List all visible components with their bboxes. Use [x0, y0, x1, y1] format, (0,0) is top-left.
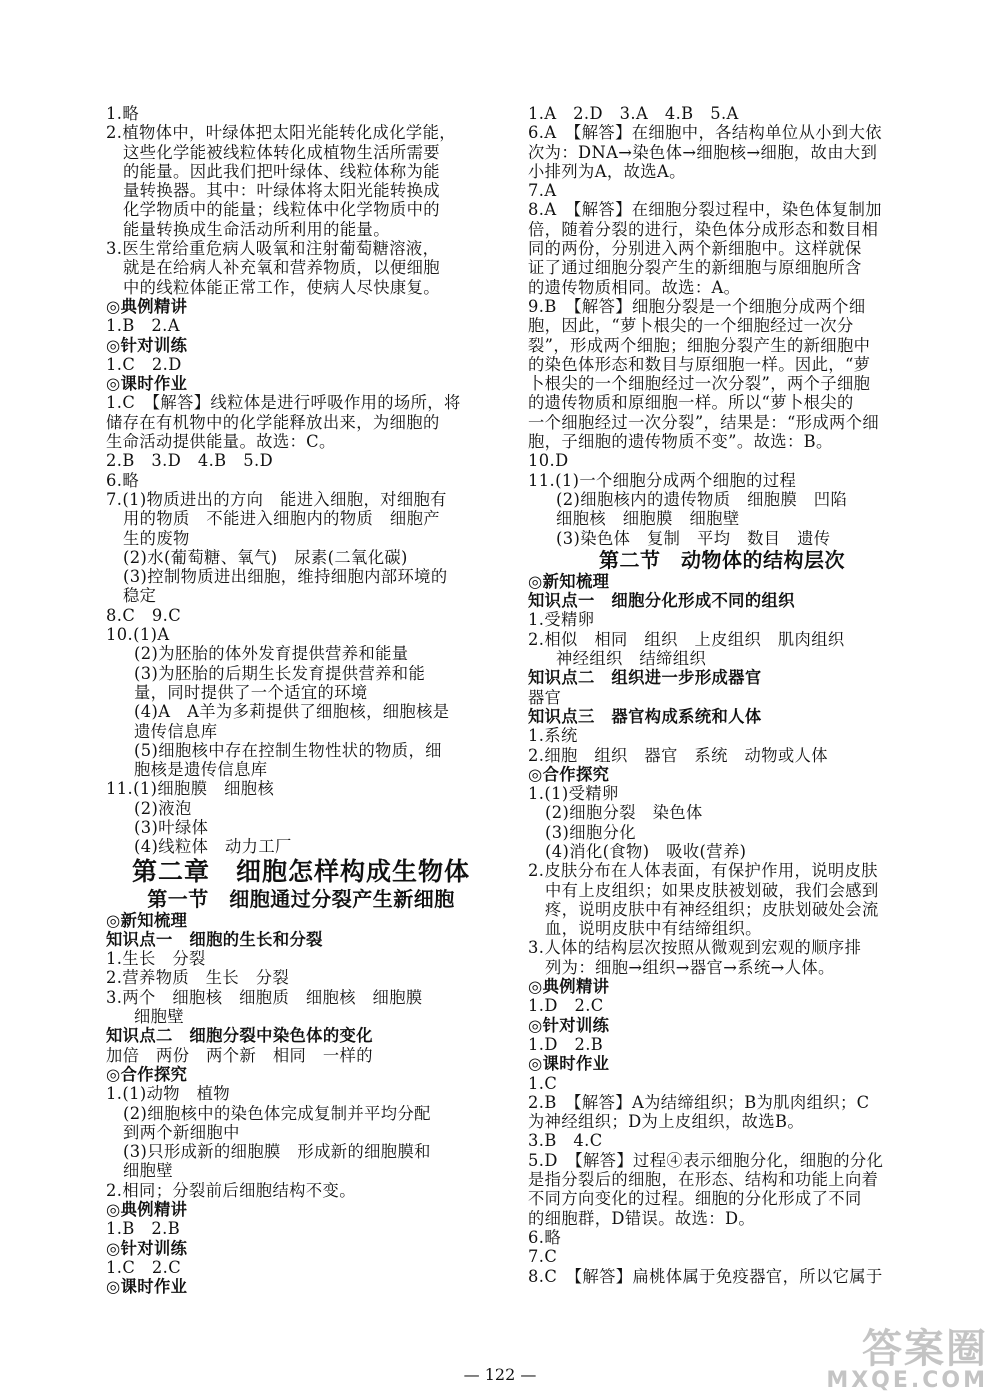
text-line: 2.皮肤分布在人体表面，有保护作用，说明皮肤 — [528, 861, 878, 881]
text-line: (3)染色体 复制 平均 数目 遗传 — [556, 528, 831, 548]
section-heading: ◎课时作业 — [106, 374, 188, 394]
section-heading: ◎新知梳理 — [106, 910, 188, 930]
text-line: 细胞核 细胞膜 细胞壁 — [556, 509, 740, 529]
text-line: (2)细胞核中的染色体完成复制并平均分配 — [123, 1103, 431, 1123]
text-line: 中的线粒体能正常工作，使病人尽快康复。 — [123, 277, 440, 297]
text-line: 7.(1)物质进出的方向 能进入细胞，对细胞有 — [106, 489, 447, 509]
text-line: 6.略 — [106, 470, 140, 490]
text-line: 胞，因此，“萝卜根尖的一个细胞经过一次分 — [528, 316, 854, 336]
text-line: 10.D — [528, 451, 569, 471]
text-line: 2.相同；分裂前后细胞结构不变。 — [106, 1180, 356, 1200]
text-line: 就是在给病人补充氧和营养物质，以便细胞 — [123, 258, 440, 278]
text-line: 6.略 — [528, 1227, 562, 1247]
watermark-logo — [826, 1328, 988, 1392]
section-heading: ◎典例精讲 — [106, 1200, 188, 1220]
text-line: 1.D 2.C — [528, 996, 604, 1016]
text-line: 7.C — [528, 1247, 558, 1267]
text-line: 3.人体的结构层次按照从微观到宏观的顺序排 — [528, 938, 862, 958]
text-line: 的染色体形态和数目与原细胞一样。因此，“萝 — [528, 354, 871, 374]
text-line: 8.A 【解答】在细胞分裂过程中，染色体复制加 — [528, 200, 882, 220]
watermark-title: 答案圈 — [862, 1326, 988, 1372]
section-heading: ◎针对训练 — [106, 1238, 188, 1258]
text-line: 神经组织 结缔组织 — [556, 649, 707, 669]
text-line: 胞核是遗传信息库 — [134, 760, 268, 780]
text-line: 胞，子细胞的遗传物质不变”。故选：B。 — [528, 432, 833, 452]
text-line: 倍，随着分裂的进行，染色体分成形态和数目相 — [528, 219, 879, 239]
section-heading: ◎合作探究 — [528, 764, 610, 784]
section-heading: ◎新知梳理 — [528, 571, 610, 591]
text-line: 量转换器。其中：叶绿体将太阳光能转换成 — [123, 181, 440, 201]
text-line: 疼，说明皮肤中有神经组织；皮肤划破处会流 — [545, 899, 879, 919]
text-line: 用的物质 不能进入细胞内的物质 细胞产 — [123, 509, 440, 529]
left-column — [106, 104, 496, 1297]
text-line: 是指分裂后的细胞，在形态、结构和功能上向着 — [528, 1170, 879, 1190]
chapter-title: 第二章 细胞怎样构成生物体 — [131, 856, 470, 886]
text-line: 血，说明皮肤中有结缔组织。 — [545, 919, 762, 939]
text-line: 器官 — [528, 687, 562, 707]
text-line: (3)为胚胎的后期生长发育提供营养和能 — [134, 663, 426, 683]
right-column — [528, 104, 916, 1286]
text-line: 一个细胞经过一次分裂”，结果是：“形成两个细 — [528, 412, 880, 432]
section-heading: 知识点三 器官构成系统和人体 — [528, 706, 762, 726]
text-line: 10.(1)A — [106, 625, 170, 645]
section-title: 第二节 动物体的结构层次 — [599, 547, 845, 572]
text-line: 到两个新细胞中 — [123, 1122, 240, 1142]
text-line: (2)为胚胎的体外发育提供营养和能量 — [134, 644, 409, 664]
text-line: (4)消化(食物) 吸收(营养) — [545, 841, 747, 861]
text-line: 的遗传物质和原细胞一样。所以“萝卜根尖的 — [528, 393, 854, 413]
text-line: (2)细胞分裂 染色体 — [545, 803, 703, 823]
text-line: 2.植物体中，叶绿体把太阳光能转化成化学能， — [106, 123, 456, 143]
text-line: 1.C — [528, 1073, 558, 1093]
text-line: 6.A 【解答】在细胞中，各结构单位从小到大依 — [528, 123, 882, 143]
text-line: 化学物质中的能量；线粒体中化学物质中的 — [123, 200, 440, 220]
text-line: 1.生长 分裂 — [106, 949, 206, 969]
section-heading: ◎课时作业 — [106, 1277, 188, 1297]
section-heading: ◎典例精讲 — [106, 296, 188, 316]
text-line: 2.B 3.D 4.B 5.D — [106, 451, 274, 471]
text-line: 1.(1)受精卵 — [528, 784, 619, 804]
text-line: 1.C 【解答】线粒体是进行呼吸作用的场所，将 — [106, 393, 461, 413]
text-line: (5)细胞核中存在控制生物性状的物质，细 — [134, 740, 442, 760]
text-line: 细胞壁 — [134, 1007, 185, 1027]
watermark-url: MXQE.COM — [826, 1368, 988, 1393]
text-line: 1.略 — [106, 104, 140, 123]
text-line: 11.(1)细胞膜 细胞核 — [106, 779, 275, 799]
text-line: 的能量。因此我们把叶绿体、线粒体称为能 — [123, 161, 440, 181]
text-line: 1.C 2.C — [106, 1257, 182, 1277]
text-line: 2.细胞 组织 器官 系统 动物或人体 — [528, 745, 828, 765]
text-line: 1.D 2.B — [528, 1034, 604, 1054]
text-line: 小排列为A，故选A。 — [528, 161, 686, 181]
text-line: 遗传信息库 — [134, 721, 218, 741]
text-line: 9.B 【解答】细胞分裂是一个细胞分成两个细 — [528, 296, 866, 316]
page-number: — 122 — — [463, 1365, 537, 1384]
section-heading: ◎合作探究 — [106, 1064, 188, 1084]
text-line: 8.C 9.C — [106, 605, 182, 625]
text-line: 卜根尖的一个细胞经过一次分裂”，两个子细胞 — [528, 374, 871, 394]
section-title: 第一节 细胞通过分裂产生新细胞 — [147, 886, 455, 911]
text-line: 3.两个 细胞核 细胞质 细胞核 细胞膜 — [106, 987, 423, 1007]
text-line: 生命活动提供能量。故选：C。 — [106, 432, 336, 452]
text-line: 次为：DNA→染色体→细胞核→细胞，故由大到 — [528, 142, 878, 162]
text-line: (4)A A羊为多莉提供了细胞核，细胞核是 — [134, 702, 450, 722]
text-line: 1.A 2.D 3.A 4.B 5.A — [528, 104, 739, 123]
text-line: 列为：细胞→组织→器官→系统→人体。 — [545, 957, 835, 977]
text-line: 3.B 4.C — [528, 1131, 603, 1151]
section-heading: ◎课时作业 — [528, 1054, 610, 1074]
text-line: 2.B 【解答】A为结缔组织；B为肌肉组织；C — [528, 1092, 870, 1112]
text-line: 为神经组织；D为上皮组织，故选B。 — [528, 1112, 805, 1132]
text-line: (3)只形成新的细胞膜 形成新的细胞膜和 — [123, 1142, 431, 1162]
text-line: 同的两份，分别进入两个新细胞中。这样就保 — [528, 239, 862, 259]
text-line: 这些化学能被线粒体转化成植物生活所需要 — [123, 142, 440, 162]
text-line: 量，同时提供了一个适宜的环境 — [134, 682, 368, 702]
section-heading: 知识点一 细胞分化形成不同的组织 — [528, 591, 795, 611]
text-line: 的遗传物质相同。故选：A。 — [528, 277, 741, 297]
text-line: 稳定 — [123, 586, 157, 606]
section-heading: 知识点一 细胞的生长和分裂 — [106, 929, 323, 949]
text-line: 生的废物 — [123, 528, 190, 548]
text-line: 中有上皮组织；如果皮肤被划破，我们会感到 — [545, 880, 879, 900]
section-heading: ◎典例精讲 — [528, 977, 610, 997]
text-line: (2)细胞核内的遗传物质 细胞膜 凹陷 — [556, 489, 848, 509]
text-line: 1.B 2.A — [106, 316, 180, 336]
text-line: 7.A — [528, 181, 557, 201]
text-line: 加倍 两份 两个新 相同 一样的 — [106, 1045, 373, 1065]
text-line: 2.营养物质 生长 分裂 — [106, 968, 290, 988]
text-line: (2)液泡 — [134, 798, 192, 818]
text-line: (3)控制物质进出细胞，维持细胞内部环境的 — [123, 567, 448, 587]
text-line: 1.系统 — [528, 726, 578, 746]
text-line: 裂”，形成两个细胞；细胞分裂产生的新细胞中 — [528, 335, 871, 355]
text-line: 细胞壁 — [123, 1161, 174, 1181]
text-line: 1.B 2.B — [106, 1219, 181, 1239]
text-line: 不同方向变化的过程。细胞的分化形成了不同 — [528, 1189, 862, 1209]
text-line: 11.(1)一个细胞分成两个细胞的过程 — [528, 470, 797, 490]
text-line: 1.受精卵 — [528, 610, 595, 630]
text-line: 5.D 【解答】过程④表示细胞分化，细胞的分化 — [528, 1150, 884, 1170]
text-line: 3.医生常给重危病人吸氧和注射葡萄糖溶液， — [106, 239, 440, 259]
text-line: (4)线粒体 动力工厂 — [134, 837, 292, 857]
text-line: 1.C 2.D — [106, 354, 182, 374]
text-line: 8.C 【解答】扁桃体属于免疫器官，所以它属于 — [528, 1266, 883, 1286]
section-heading: ◎针对训练 — [528, 1015, 610, 1035]
text-line: (2)水(葡萄糖、氧气) 尿素(二氧化碳) — [123, 547, 408, 567]
section-heading: 知识点二 组织进一步形成器官 — [528, 668, 762, 688]
text-line: 证了通过细胞分裂产生的新细胞与原细胞所含 — [528, 258, 862, 278]
text-line: 1.(1)动物 植物 — [106, 1084, 231, 1104]
text-line: 2.相似 相同 组织 上皮组织 肌肉组织 — [528, 629, 845, 649]
text-line: 能量转换成生命活动所利用的能量。 — [123, 219, 390, 239]
text-line: 的细胞群，D错误。故选：D。 — [528, 1208, 756, 1228]
text-line: (3)细胞分化 — [545, 822, 636, 842]
text-line: (3)叶绿体 — [134, 817, 209, 837]
section-heading: 知识点二 细胞分裂中染色体的变化 — [106, 1026, 373, 1046]
text-line: 储存在有机物中的化学能释放出来，为细胞的 — [106, 412, 440, 432]
section-heading: ◎针对训练 — [106, 335, 188, 355]
